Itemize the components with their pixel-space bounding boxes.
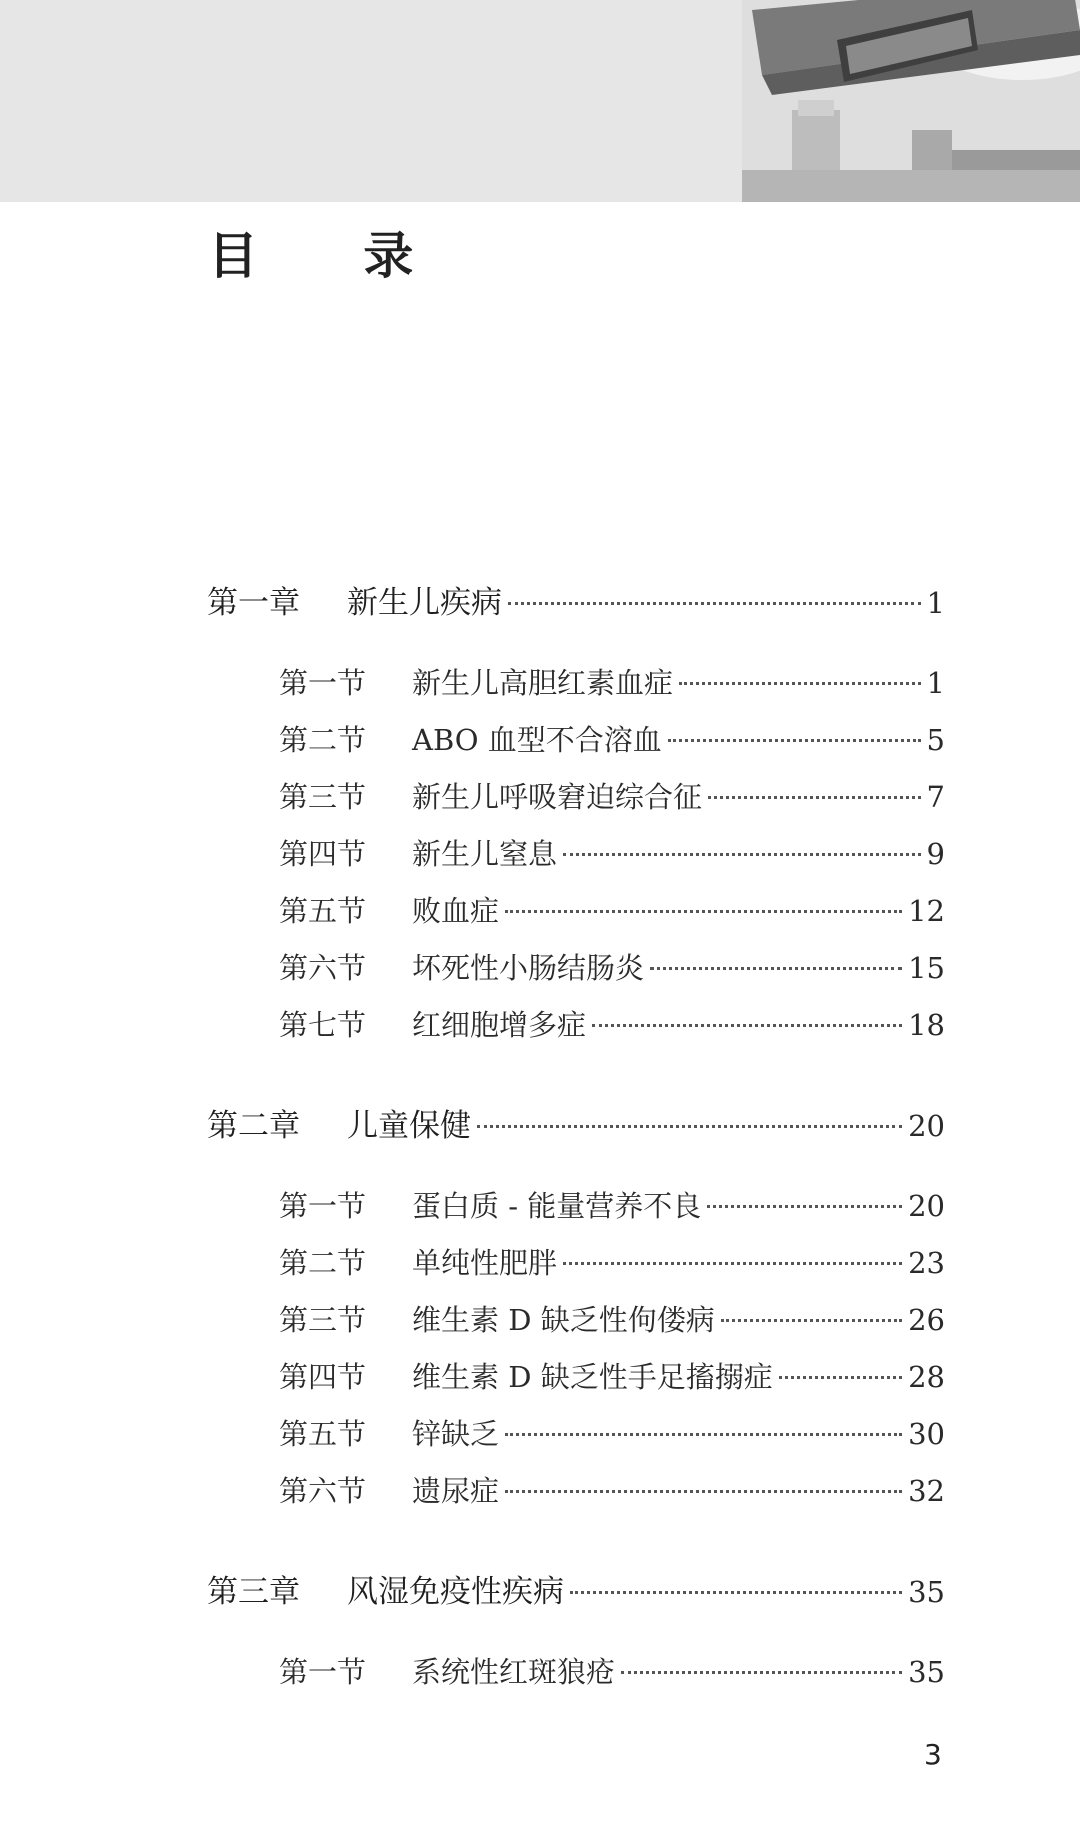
section-title: 单纯性肥胖 [412, 1246, 558, 1280]
dot-leader [508, 602, 921, 605]
dot-leader [668, 739, 921, 742]
section-page-number: 26 [908, 1303, 945, 1337]
section-number: 第一节 [279, 1189, 367, 1223]
section-title: 系统性红斑狼疮 [412, 1655, 616, 1689]
section-number: 第五节 [279, 894, 367, 928]
dot-leader [707, 1205, 902, 1208]
toc-section-row[interactable] [279, 1298, 945, 1338]
section-page-number: 7 [926, 780, 945, 814]
toc-chapter-row[interactable] [207, 1566, 945, 1610]
section-page-number: 15 [908, 951, 945, 985]
section-title: ABO 血型不合溶血 [412, 723, 662, 757]
dot-leader [708, 796, 921, 799]
section-page-number: 30 [908, 1417, 945, 1451]
toc-section-row[interactable] [279, 1469, 945, 1509]
toc-section-row[interactable] [279, 775, 945, 815]
chapter-title: 儿童保健 [347, 1108, 471, 1144]
section-page-number: 32 [908, 1474, 945, 1508]
section-number: 第三节 [279, 780, 367, 814]
page-title: 目 录 [208, 227, 458, 285]
section-title: 败血症 [412, 894, 500, 928]
dot-leader [779, 1376, 902, 1379]
section-title: 坏死性小肠结肠炎 [412, 951, 645, 985]
dot-leader [592, 1024, 902, 1027]
section-number: 第六节 [279, 951, 367, 985]
page-number: 3 [924, 1738, 942, 1771]
section-page-number: 23 [908, 1246, 945, 1280]
dot-leader [650, 967, 902, 970]
section-page-number: 18 [908, 1008, 945, 1042]
section-number: 第二节 [279, 723, 367, 757]
toc-section-row[interactable] [279, 1412, 945, 1452]
section-page-number: 9 [926, 837, 945, 871]
toc-section-row[interactable] [279, 1184, 945, 1224]
section-number: 第一节 [279, 1655, 367, 1689]
section-title: 新生儿高胆红素血症 [412, 666, 674, 700]
header-gate-photo [742, 0, 1080, 202]
section-number: 第六节 [279, 1474, 367, 1508]
dot-leader [679, 682, 921, 685]
chapter-number: 第三章 [207, 1574, 300, 1610]
section-title: 维生素 D 缺乏性佝偻病 [412, 1303, 715, 1337]
section-title: 红细胞增多症 [412, 1008, 587, 1042]
chapter-page-number: 20 [908, 1109, 945, 1143]
chapter-title: 风湿免疫性疾病 [347, 1574, 564, 1610]
section-title: 锌缺乏 [412, 1417, 500, 1451]
section-number: 第四节 [279, 837, 367, 871]
chapter-title: 新生儿疾病 [347, 585, 502, 621]
toc-section-row[interactable] [279, 946, 945, 986]
section-page-number: 1 [926, 666, 945, 700]
toc-section-row[interactable] [279, 718, 945, 758]
section-number: 第三节 [279, 1303, 367, 1337]
dot-leader [477, 1125, 902, 1128]
chapter-number: 第二章 [207, 1108, 300, 1144]
toc-chapter-row[interactable] [207, 577, 945, 621]
chapter-page-number: 35 [908, 1575, 945, 1609]
section-number: 第一节 [279, 666, 367, 700]
toc-section-row[interactable] [279, 1355, 945, 1395]
section-title: 新生儿窒息 [412, 837, 558, 871]
section-title: 蛋白质 - 能量营养不良 [412, 1189, 702, 1223]
section-number: 第四节 [279, 1360, 367, 1394]
dot-leader [570, 1591, 902, 1594]
toc-section-row[interactable] [279, 1241, 945, 1281]
dot-leader [621, 1671, 902, 1674]
section-number: 第七节 [279, 1008, 367, 1042]
dot-leader [505, 1433, 902, 1436]
dot-leader [563, 1262, 902, 1265]
toc-section-row[interactable] [279, 889, 945, 929]
section-page-number: 28 [908, 1360, 945, 1394]
chapter-page-number: 1 [926, 586, 945, 620]
section-page-number: 5 [926, 723, 945, 757]
dot-leader [505, 1490, 902, 1493]
toc-section-row[interactable] [279, 661, 945, 701]
dot-leader [721, 1319, 902, 1322]
toc-section-row[interactable] [279, 1003, 945, 1043]
section-title: 遗尿症 [412, 1474, 500, 1508]
section-title: 新生儿呼吸窘迫综合征 [412, 780, 703, 814]
section-number: 第二节 [279, 1246, 367, 1280]
toc-chapter-row[interactable] [207, 1100, 945, 1144]
dot-leader [563, 853, 921, 856]
dot-leader [505, 910, 902, 913]
chapter-number: 第一章 [207, 585, 300, 621]
section-title: 维生素 D 缺乏性手足搐搦症 [412, 1360, 773, 1394]
section-page-number: 20 [908, 1189, 945, 1223]
section-number: 第五节 [279, 1417, 367, 1451]
section-page-number: 35 [908, 1655, 945, 1689]
toc-section-row[interactable] [279, 832, 945, 872]
toc-section-row[interactable] [279, 1650, 945, 1690]
section-page-number: 12 [908, 894, 945, 928]
